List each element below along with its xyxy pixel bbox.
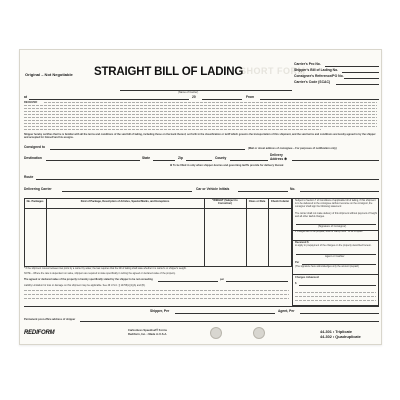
footer-note-1: * If the shipment moves between two ports by a carrier by water, the law requires that the bill of lading shall state whether it is carrier's or shipper's weight. xyxy=(24,267,187,270)
prepaid-text: If charges are to be prepaid, write or stamp here "To be Prepaid" xyxy=(295,230,364,233)
state-label: State xyxy=(142,156,151,160)
delivery-note: ✱ To be filled in only when shipper desires and governing tariffs provide for delivery thereat xyxy=(170,164,284,167)
name-of-carrier-caption: (Name of Carrier) xyxy=(178,91,199,94)
col-description: Kind of Package, Description of Articles, Special Marks, and Exceptions xyxy=(80,200,170,203)
charges-advanced: Charges Advanced: xyxy=(295,276,320,279)
brand-line-1: Carbonless Speedisef® Forms xyxy=(128,329,168,332)
ghost-title: SHORT FORM xyxy=(240,66,306,76)
no-label: No. xyxy=(290,187,296,191)
binding-hole-right xyxy=(253,327,265,339)
consigned-note: (Mail or street address of consignee – For purposes of notification only) xyxy=(248,147,337,150)
footer-note-2: NOTE – Where the rate is dependent on value, shippers are required to state specifically in writing the agreed or declared value of the property. xyxy=(24,272,176,275)
consigned-to-label: Consigned to xyxy=(24,145,46,149)
form-number-quadruplicate: 44-302 • Quadruplicate xyxy=(320,335,361,339)
received-amount[interactable]: Received $ xyxy=(295,241,309,244)
consignor-signature[interactable]: (Signature of Consignor) xyxy=(318,225,347,228)
cod-dollar[interactable]: $ xyxy=(295,282,297,285)
col-packages: No. Packages xyxy=(26,200,44,203)
shipper-per-label: Shipper, Per xyxy=(150,309,170,313)
delivery-address-label: Delivery Address ✱ xyxy=(270,153,287,161)
destination-label: Destination xyxy=(24,156,42,160)
consignee-ref-field[interactable]: Consignee's Reference/PO No. xyxy=(294,74,344,78)
form-title: STRAIGHT BILL OF LADING xyxy=(94,66,244,78)
post-office-address-label: Permanent post-office address of shipper xyxy=(24,318,76,321)
rediform-logo: REDIFORM xyxy=(24,330,55,336)
car-vehicle-label: Car or Vehicle Initials xyxy=(196,187,230,191)
col-class: Class or Rate xyxy=(248,200,266,203)
side-text-1: Subject to Section 7 of Conditions of applicable bill of lading, if this shipment is to be delivered to the consignee without recourse on the consignor, the consignor shall sign the following statement: xyxy=(295,199,376,208)
shipper-bol-field[interactable]: Shipper's Bill of Lading No. xyxy=(294,68,339,72)
route-label: Route xyxy=(24,175,34,179)
from-label: From xyxy=(246,95,255,99)
county-label: County xyxy=(215,156,227,160)
acknowledge-note: (The signature here acknowledges only the amount prepaid) xyxy=(295,265,359,268)
form-number-triplicate: 44-301 • Triplicate xyxy=(320,330,352,334)
zip-label: Zip xyxy=(178,156,183,160)
received-label: RECEIVED xyxy=(24,101,38,104)
delivering-carrier-label: Delivering Carrier xyxy=(24,187,52,191)
date-label: 20 xyxy=(192,95,196,99)
shipper-certification: Shipper hereby certifies that he is familiar with all the terms and conditions of the said bill of lading, including those on the back thereof, set forth in the classification or tariff which governs the transportation of this shipment, and the said terms and conditions are hereby agreed to by the shipper and accepted for himself and his assigns. xyxy=(24,133,376,139)
footer-note-3: The agreed or declared value of the property is hereby specifically stated by the shipper to be not exceeding xyxy=(24,278,153,281)
carrier-pro-field[interactable]: Carrier's Pro No. xyxy=(294,62,321,66)
binding-hole-left xyxy=(210,327,222,339)
per-value-label: per xyxy=(220,278,225,281)
bill-of-lading-form xyxy=(19,49,382,345)
per-label: Per xyxy=(295,261,300,264)
liability-note: Liability Limitation for loss or damage on this shipment may be applicable. See 49 U.S.C. § 14706(c)(1)(A) and (B). xyxy=(24,284,146,287)
col-weight: *WEIGHT (Subject to Correction) xyxy=(212,199,238,205)
original-label: Original – Not Negotiable xyxy=(25,72,73,77)
agent-per-label: Agent, Per xyxy=(278,309,295,313)
side-text-2: The carrier shall not make delivery of this shipment without payment of freight and all other lawful charges. xyxy=(295,212,377,218)
agent-cashier: Agent or Cashier xyxy=(325,255,345,258)
brand-line-2: Rediform, Inc. • Made in U.S.A. xyxy=(128,333,168,336)
col-check: Check Column xyxy=(270,200,290,203)
received-note: to apply in prepayment of the charges on the property described hereon. xyxy=(295,244,372,247)
scac-field[interactable]: Carrier's Code (SCAC) xyxy=(294,80,331,84)
at-label: at xyxy=(24,95,27,99)
